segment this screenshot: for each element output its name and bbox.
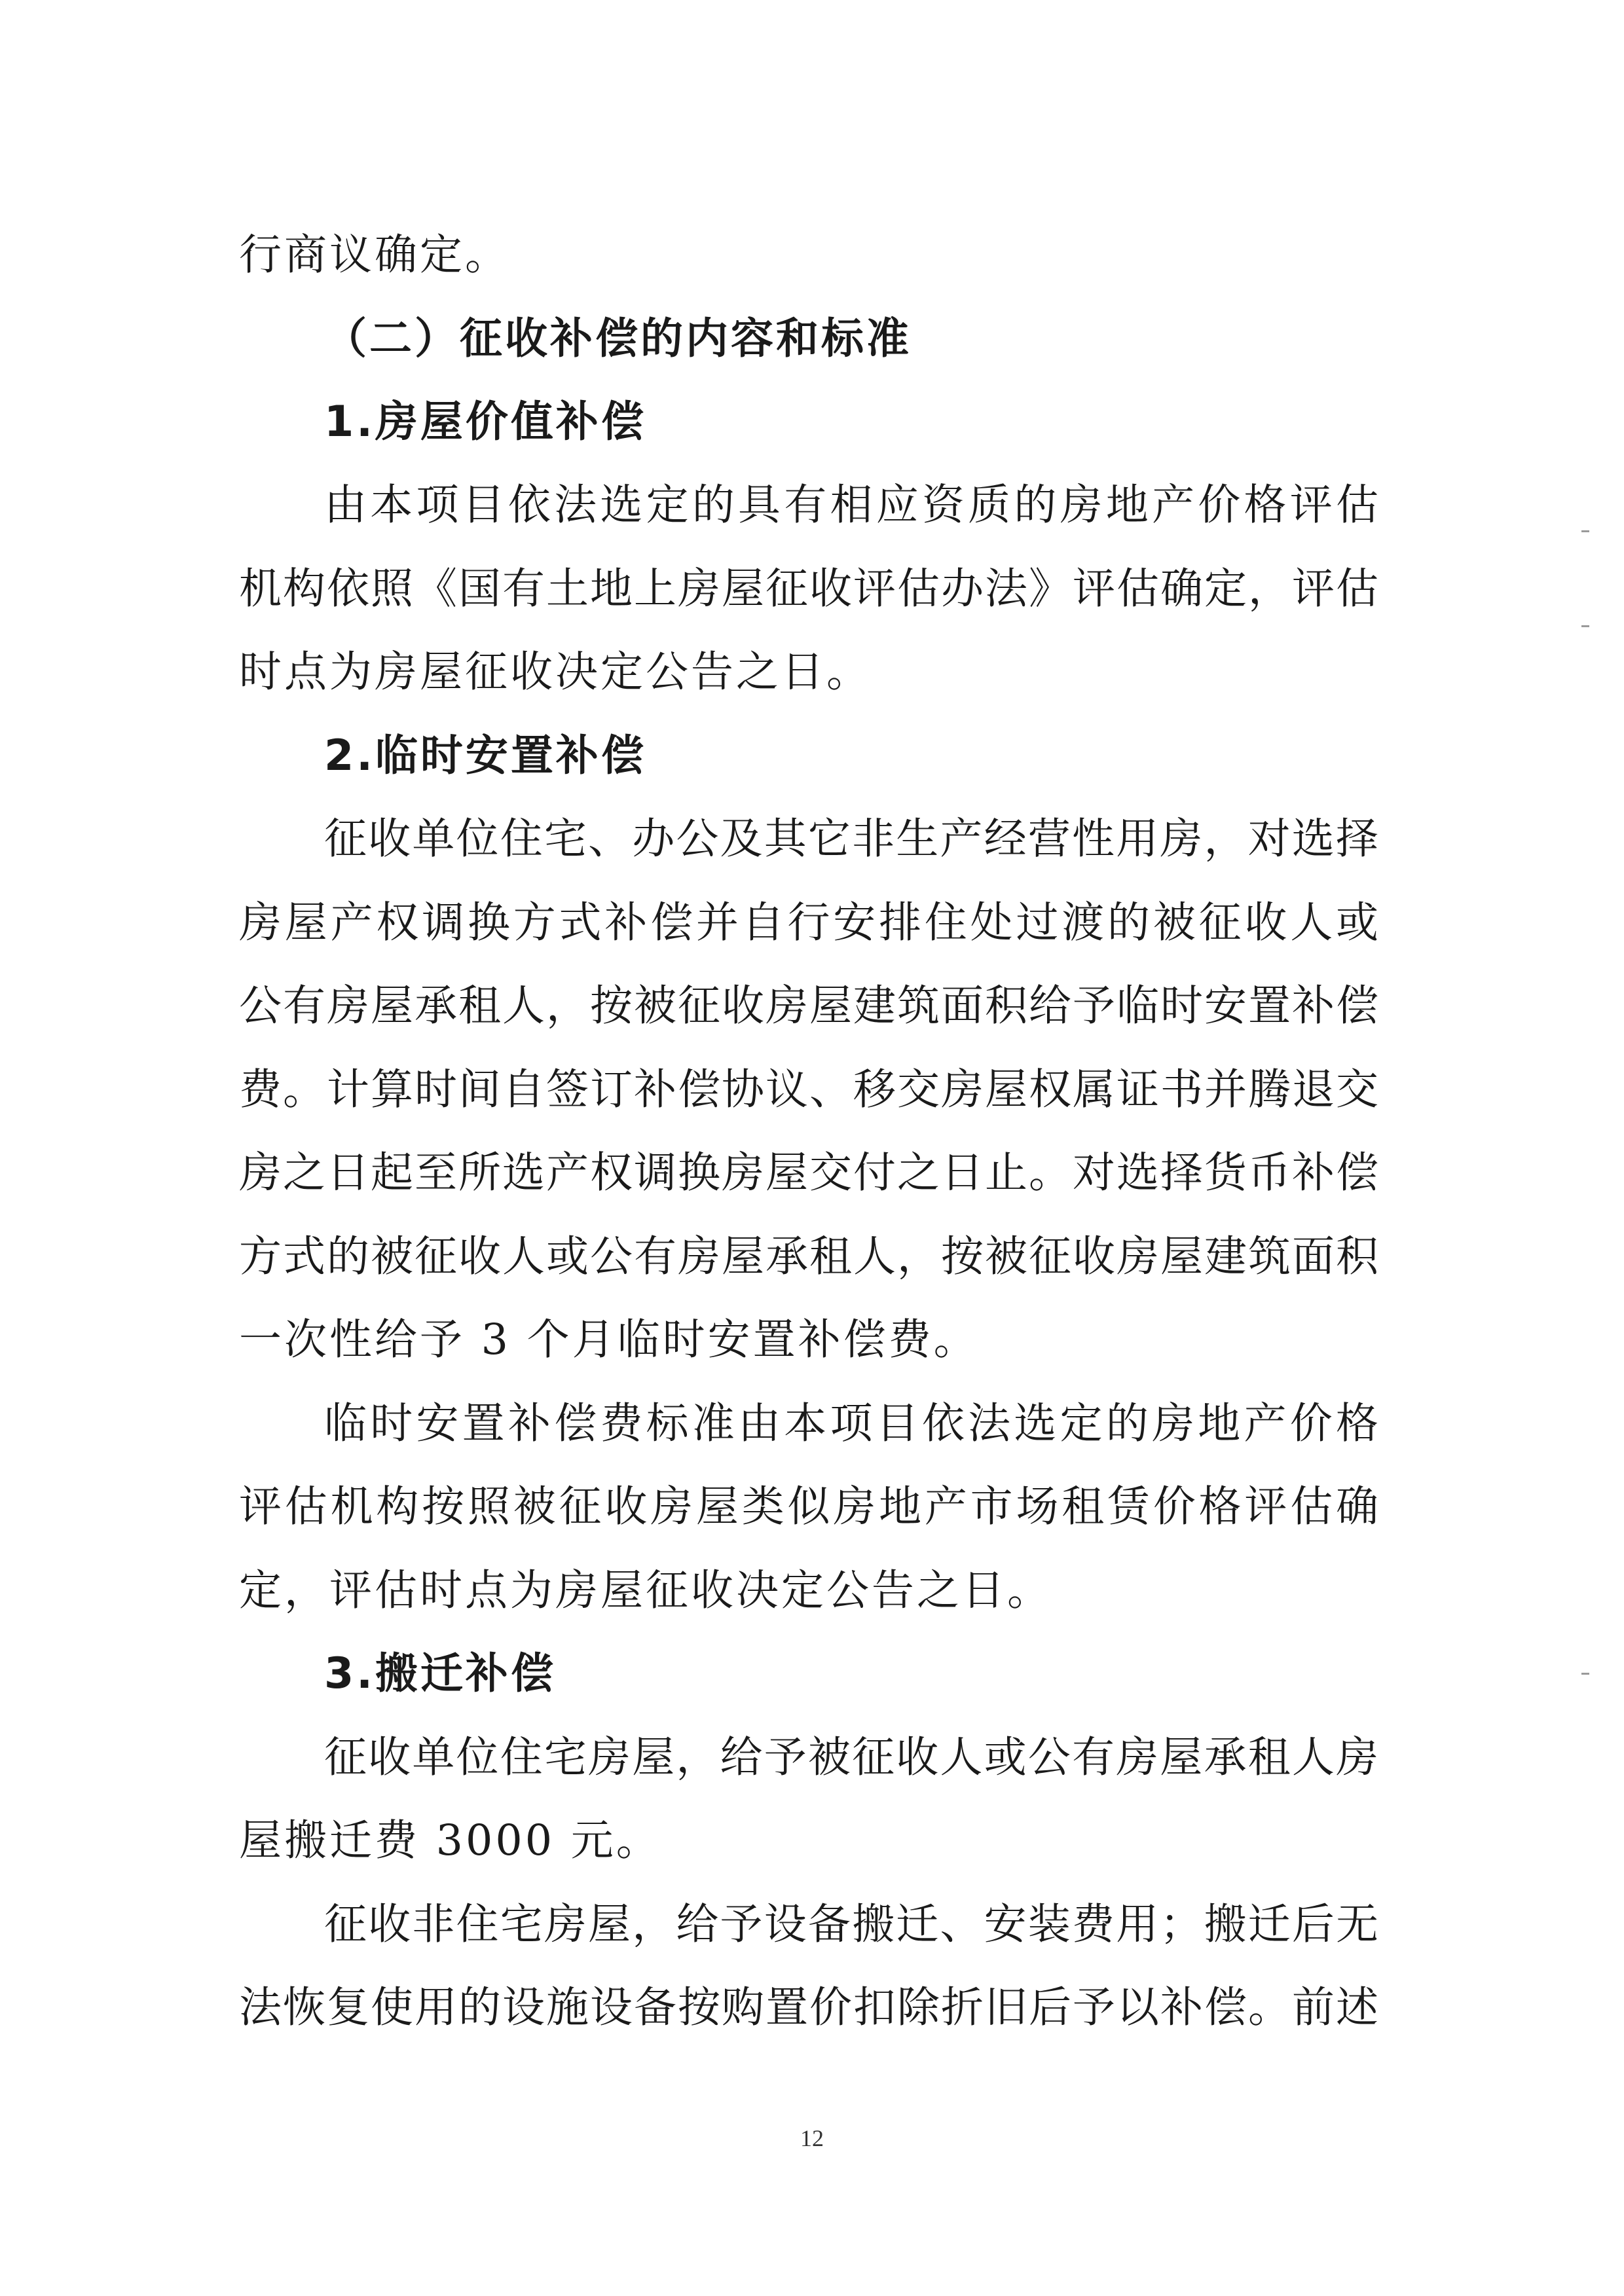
- body-text-line: 征收单位住宅、办公及其它非生产经营性用房，对选择: [324, 814, 1378, 864]
- body-text-line: 房之日起至所选产权调换房屋交付之日止。对选择货币补偿: [239, 1148, 1378, 1197]
- body-text-line: 评估机构按照被征收房屋类似房地产市场租赁价格评估确: [239, 1482, 1378, 1531]
- scan-mark: [1581, 1673, 1589, 1675]
- body-text-line: 一次性给予 3 个月临时安置补偿费。: [239, 1315, 979, 1364]
- section-heading: （二）征收补偿的内容和标准: [324, 314, 912, 363]
- body-text-line: 征收非住宅房屋，给予设备搬迁、安装费用；搬迁后无: [324, 1900, 1378, 1949]
- body-text-line: 由本项目依法选定的具有相应资质的房地产价格评估: [324, 481, 1378, 530]
- body-text-line: 行商议确定。: [239, 230, 511, 280]
- body-text-line: 征收单位住宅房屋，给予被征收人或公有房屋承租人房: [324, 1733, 1378, 1782]
- body-text-line: 房屋产权调换方式补偿并自行安排住处过渡的被征收人或: [239, 898, 1378, 947]
- page-number: 12: [800, 2125, 824, 2151]
- body-text-line: 时点为房屋征收决定公告之日。: [239, 647, 872, 697]
- body-text-line: 费。计算时间自签订补偿协议、移交房屋权属证书并腾退交: [239, 1065, 1378, 1114]
- body-text-line: 临时安置补偿费标准由本项目依法选定的房地产价格: [324, 1399, 1378, 1448]
- body-text-line: 屋搬迁费 3000 元。: [239, 1816, 661, 1865]
- subsection-heading: 1.房屋价值补偿: [324, 397, 646, 446]
- body-text-line: 机构依照《国有土地上房屋征收评估办法》评估确定，评估: [239, 564, 1378, 613]
- subsection-heading: 3.搬迁补偿: [324, 1649, 556, 1698]
- scan-mark: [1581, 530, 1589, 532]
- body-text-line: 法恢复使用的设施设备按购置价扣除折旧后予以补偿。前述: [239, 1983, 1378, 2032]
- body-text-line: 定，评估时点为房屋征收决定公告之日。: [239, 1566, 1053, 1615]
- scan-mark: [1581, 625, 1589, 627]
- body-text-line: 公有房屋承租人，按被征收房屋建筑面积给予临时安置补偿: [239, 981, 1378, 1030]
- subsection-heading: 2.临时安置补偿: [324, 731, 646, 780]
- body-text-line: 方式的被征收人或公有房屋承租人，按被征收房屋建筑面积: [239, 1232, 1378, 1281]
